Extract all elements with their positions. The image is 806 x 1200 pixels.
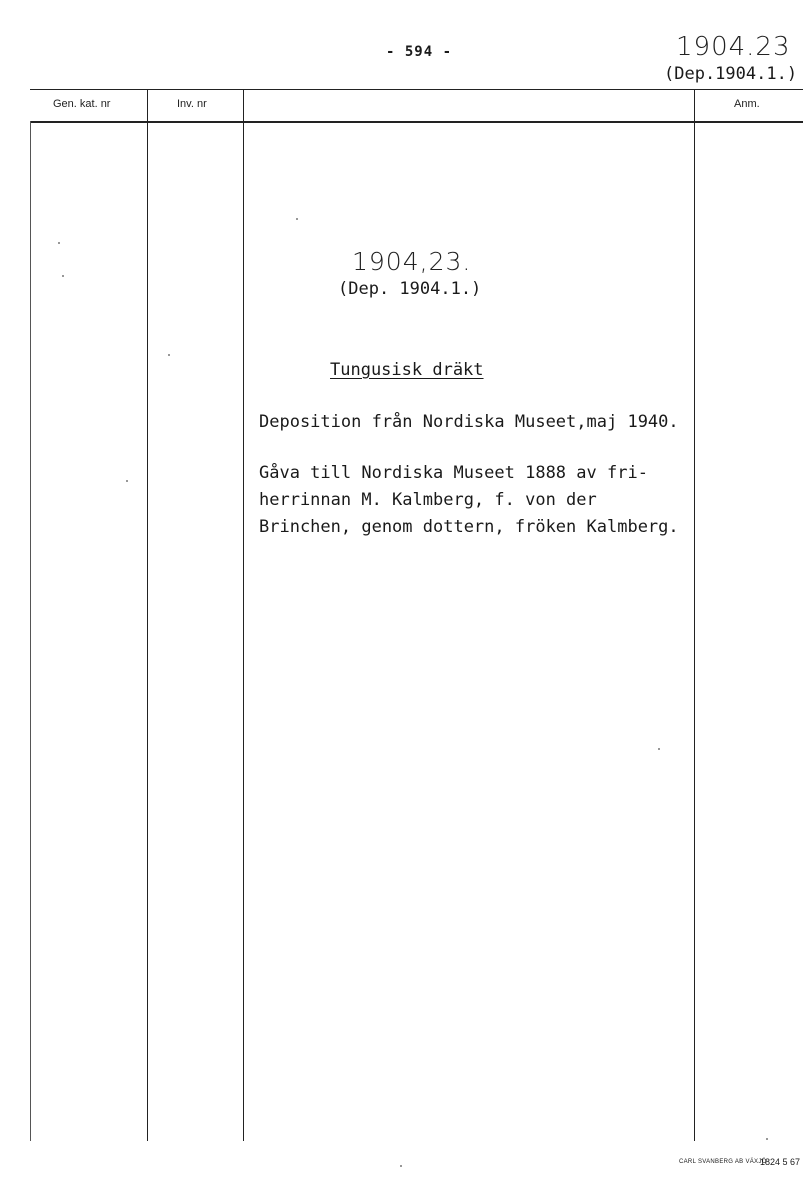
form-number: 1824 5 67 <box>760 1157 801 1167</box>
gift-line-1: Gåva till Nordiska Museet 1888 av fri- <box>259 463 648 483</box>
scan-speck <box>168 354 170 356</box>
scan-speck <box>296 218 298 220</box>
column-header-anm: Anm. <box>734 98 760 110</box>
scan-speck <box>400 1165 402 1167</box>
gift-line-2: herrinnan M. Kalmberg, f. von der <box>259 490 597 510</box>
table-top-rule <box>30 89 803 90</box>
entry-title: Tungusisk dräkt <box>330 360 484 380</box>
deposit-reference: (Dep.1904.1.) <box>664 64 798 84</box>
scan-speck <box>766 1138 768 1140</box>
scan-speck <box>62 275 64 277</box>
scan-speck <box>126 480 128 482</box>
table-header-rule <box>30 121 803 123</box>
deposition-text: Deposition från Nordiska Museet,maj 1940. <box>259 412 679 432</box>
left-margin-rule <box>30 121 31 1141</box>
column-header-gen-kat-nr: Gen. kat. nr <box>53 98 111 110</box>
column-divider-1 <box>147 89 148 1141</box>
handwritten-catalog-number: 1904.23 <box>676 32 791 62</box>
printer-imprint: CARL SVANBERG AB VÄXJÖ <box>679 1159 767 1165</box>
gift-line-3: Brinchen, genom dottern, fröken Kalmberg. <box>259 517 679 537</box>
scan-speck <box>58 242 60 244</box>
entry-handwritten-number: 1904,23. <box>352 247 472 276</box>
page-number: - 594 - <box>386 44 453 60</box>
entry-deposit-reference: (Dep. 1904.1.) <box>338 279 482 299</box>
scan-speck <box>658 748 660 750</box>
column-divider-3 <box>694 89 695 1141</box>
column-header-inv-nr: Inv. nr <box>177 98 207 110</box>
column-divider-2 <box>243 89 244 1141</box>
